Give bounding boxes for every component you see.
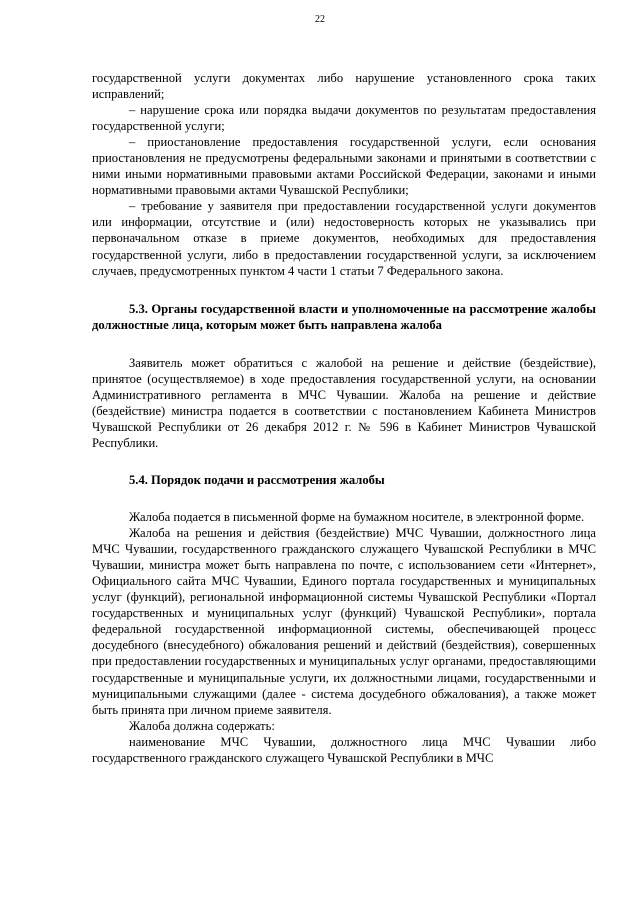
paragraph-complaint-authority: Заявитель может обратиться с жалобой на решение и действие (бездействие), принятое (осуществляемое) в ходе предоставления государственной услуги, на основании Административного регламента в МЧС Чувашии. Жалоба на решение и действие (бездействие) министра подается в соответствии с постановлением Кабинета Министров Чувашской Республики от 26 декабря 2012 г. № 596 в Кабинет Министров Чувашской Республики. <box>92 355 596 450</box>
page-number: 22 <box>315 14 325 25</box>
paragraph-continuation: государственной услуги документах либо нарушение установленного срока таких исправлений; <box>92 71 596 102</box>
section-heading-5-3: 5.3. Органы государственной власти и уполномоченные на рассмотрение жалобы должностные лица, которым может быть направлена жалоба <box>92 301 596 332</box>
paragraph-complaint-contents: Жалоба должна содержать: <box>129 718 275 733</box>
paragraph-authority-name: наименование МЧС Чувашии, должностного лица МЧС Чувашии либо государственного гражданского служащего Чувашской Республики в МЧС <box>92 734 596 765</box>
paragraph-complaint-channels: Жалоба на решения и действия (бездействие) МЧС Чувашии, должностного лица МЧС Чувашии, государственного гражданского служащего Чувашской Республики в МЧС Чувашии, министра может быть направлена по почте, с использованием сети «Интернет», Официального сайта МЧС Чувашии, Единого портала государственных и муниципальных услуг (функций), региональной информационной системы Чувашской Республики «Портал государственных и муниципальных услуг (функций) Чувашской Республики», портала федеральной государственной информационной системы, обеспечивающей процесс досудебного (внесудебного) обжалования решений и действий (бездействия), совершенных при предоставлении государственных и муниципальных услуг органами, предоставляющими государственные и муниципальные услуги, их должностными лицами, государственными и муниципальными служащими (далее - система досудебного обжалования), а также может быть принята при личном приеме заявителя. <box>92 526 596 717</box>
paragraph-deadline-violation: – нарушение срока или порядка выдачи документов по результатам предоставления государственной услуги; <box>92 103 596 134</box>
paragraph-complaint-form: Жалоба подается в письменной форме на бумажном носителе, в электронной форме. <box>129 510 585 525</box>
section-heading-5-4: 5.4. Порядок подачи и рассмотрения жалобы <box>129 472 385 487</box>
paragraph-suspension: – приостановление предоставления государственной услуги, если основания приостановления не предусмотрены федеральными законами и принятыми в соответствии с ними иными нормативными правовыми актами Российской Федерации, законами и иными нормативными правовыми актами Чувашской Республики; <box>92 135 596 198</box>
paragraph-document-request: – требование у заявителя при предоставлении государственной услуги документов или информации, отсутствие и (или) недостоверность которых не указывались при первоначальном отказе в приеме документов, необходимых для предоставления государственной услуги, либо в предоставлении государственной услуги, за исключением случаев, предусмотренных пунктом 4 части 1 статьи 7 Федерального закона. <box>92 199 596 278</box>
document-body <box>92 70 596 766</box>
